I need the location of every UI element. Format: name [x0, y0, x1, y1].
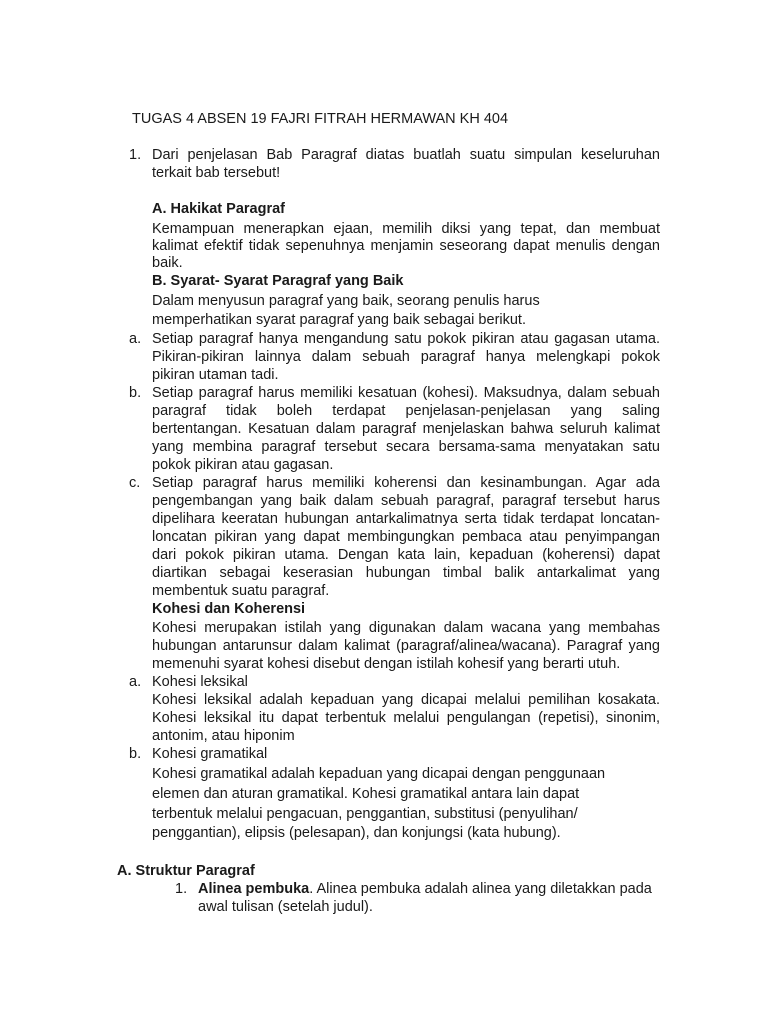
paragraph-line: Kemampuan menerapkan ejaan, memilih diksi yang tepat, dan membuat: [152, 221, 660, 237]
list-line: elemen dan aturan gramatikal. Kohesi gramatikal antara lain dapat: [152, 786, 580, 802]
list-line: pikiran utaman tadi.: [152, 367, 279, 383]
document-title: TUGAS 4 ABSEN 19 FAJRI FITRAH HERMAWAN KH 404: [132, 111, 509, 127]
list-line: Kohesi leksikal adalah kepaduan yang dicapai melalui pemilihan kosakata.: [152, 692, 660, 708]
list-marker: a.: [129, 674, 142, 690]
paragraph-line: memperhatikan syarat paragraf yang baik sebagai berikut.: [152, 312, 526, 328]
list-line: Setiap paragraf hanya mengandung satu pokok pikiran atau gagasan utama.: [152, 331, 660, 347]
question-line: Dari penjelasan Bab Paragraf diatas buatlah suatu simpulan keseluruhan: [152, 147, 660, 163]
list-line: penggantian), elipsis (pelesapan), dan konjungsi (kata hubung).: [152, 825, 561, 841]
list-marker: b.: [129, 746, 142, 762]
list-line: diartikan sebagai keserasian hubungan timbal balik antarkalimat yang: [152, 565, 660, 581]
list-line: antonim, atau hiponim: [152, 728, 295, 744]
paragraph-line: memenuhi syarat kohesi disebut dengan istilah kohesif yang berarti utuh.: [152, 656, 621, 672]
paragraph-line: Kohesi merupakan istilah yang digunakan dalam wacana yang membahas: [152, 620, 660, 636]
section-heading: Kohesi dan Koherensi: [152, 601, 306, 617]
list-line: bertentangan. Kesatuan dalam paragraf menjelaskan bahwa seluruh kalimat: [152, 421, 660, 437]
list-line: membentuk suatu paragraf.: [152, 583, 330, 599]
list-marker: c.: [129, 475, 141, 491]
section-heading: A. Hakikat Paragraf: [152, 201, 285, 217]
list-line: paragraf tidak boleh terdapat penjelasan-penjelasan yang saling: [152, 403, 660, 419]
list-marker: 1.: [175, 881, 188, 897]
list-line: Kohesi leksikal itu dapat terbentuk melalui pengulangan (repetisi), sinonim,: [152, 710, 660, 726]
term-bold: Alinea pembuka: [198, 881, 310, 897]
list-marker: a.: [129, 331, 142, 347]
paragraph-line: Dalam menyusun paragraf yang baik, seorang penulis harus: [152, 293, 540, 309]
paragraph-line: kalimat efektif tidak sepenuhnya menjamin seseorang dapat menulis dengan: [152, 238, 660, 254]
list-line: terbentuk melalui pengacuan, penggantian, substitusi (penyulihan/: [152, 806, 578, 822]
section-heading: A. Struktur Paragraf: [117, 863, 255, 879]
list-line: Setiap paragraf harus memiliki kesatuan (kohesi). Maksudnya, dalam sebuah: [152, 385, 660, 401]
question-marker: 1.: [129, 147, 142, 163]
paragraph-line: hubungan antarunsur dalam kalimat (paragraf/alinea/wacana). Paragraf yang: [152, 638, 660, 654]
list-line: Setiap paragraf harus memiliki koherensi dan kesinambungan. Agar ada: [152, 475, 660, 491]
list-line: Kohesi gramatikal adalah kepaduan yang dicapai dengan penggunaan: [152, 766, 606, 782]
section-heading: B. Syarat- Syarat Paragraf yang Baik: [152, 273, 404, 289]
list-line: pengembangan yang baik dalam sebuah paragraf, paragraf tersebut harus: [152, 493, 660, 509]
list-line: yang membina paragraf tersebut secara bersama-sama menyatakan satu: [152, 439, 660, 455]
list-line: loncatan pikiran yang dapat membingungkan pembaca atau penyimpangan: [152, 529, 660, 545]
question-line: terkait bab tersebut!: [152, 165, 281, 181]
list-line: dari pokok pikiran utama. Dengan kata lain, kepaduan (koherensi) dapat: [152, 547, 660, 563]
list-title: Kohesi gramatikal: [152, 746, 268, 762]
list-line: [198, 880, 652, 898]
paragraph-line: baik.: [152, 255, 183, 271]
list-line: awal tulisan (setelah judul).: [198, 899, 373, 915]
list-title: Kohesi leksikal: [152, 674, 248, 690]
list-line: dipelihara keeratan hubungan antarkalimatnya serta tidak terdapat loncatan-: [152, 511, 660, 527]
list-line: Pikiran-pikiran lainnya dalam sebuah paragraf hanya melengkapi pokok: [152, 349, 660, 365]
list-line: pokok pikiran atau gagasan.: [152, 457, 334, 473]
term-definition: . Alinea pembuka adalah alinea yang diletakkan pada: [309, 881, 652, 897]
list-marker: b.: [129, 385, 142, 401]
